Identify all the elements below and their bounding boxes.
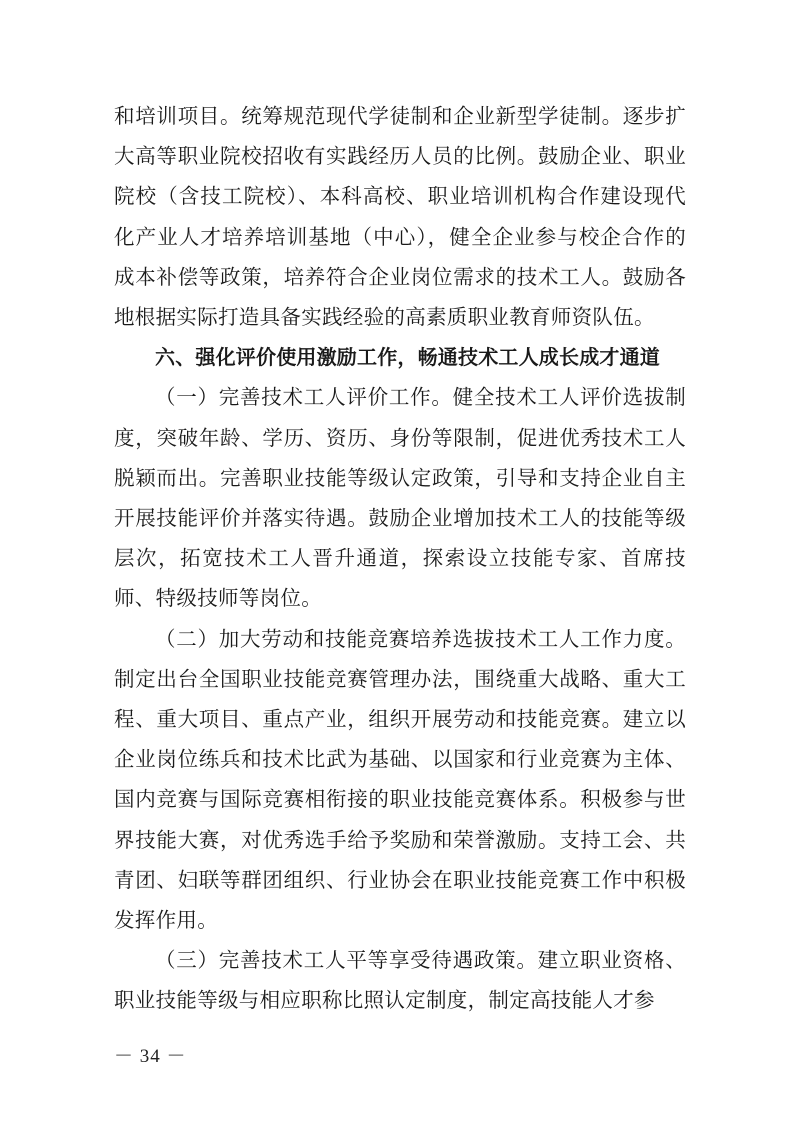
paragraph-technician-evaluation: （一）完善技术工人评价工作。健全技术工人评价选拔制度，突破年龄、学历、资历、身份等限制，促进优秀技术工人脱颖而出。完善职业技能等级认定政策，引导和支持企业自主开展技能评价并落实待遇。鼓励企业增加技术工人的技能等级层次，拓宽技术工人晋升通道，探索设立技能专家、首席技师、特级技师等岗位。 [114,385,686,611]
paragraph-equal-treatment: （三）完善技术工人平等享受待遇政策。建立职业资格、职业技能等级与相应职称比照认定制度，制定高技能人才参 [114,948,686,1013]
page-number: － 34 － [114,1046,187,1067]
paragraph-continuation: 和培训项目。统筹规范现代学徒制和企业新型学徒制。逐步扩大高等职业院校招收有实践经历人员的比例。鼓励企业、职业院校（含技工院校）、本科高校、职业培训机构合作建设现代化产业人才培养培训基地（中心），健全企业参与校企合作的成本补偿等政策，培养符合企业岗位需求的技术工人。鼓励各地根据实际打造具备实践经验的高素质职业教育师资队伍。 [114,104,686,330]
section-heading: 六、强化评价使用激励工作，畅通技术工人成长成才通道 [155,345,660,370]
paragraph-skills-competition: （二）加大劳动和技能竞赛培养选拔技术工人工作力度。制定出台全国职业技能竞赛管理办法，围绕重大战略、重大工程、重大项目、重点产业，组织开展劳动和技能竞赛。建立以企业岗位练兵和技术比武为基础、以国家和行业竞赛为主体、国内竞赛与国际竞赛相衔接的职业技能竞赛体系。积极参与世界技能大赛，对优秀选手给予奖励和荣誉激励。支持工会、共青团、妇联等群团组织、行业协会在职业技能竞赛工作中积极发挥作用。 [114,626,686,933]
document-body [114,96,686,1021]
